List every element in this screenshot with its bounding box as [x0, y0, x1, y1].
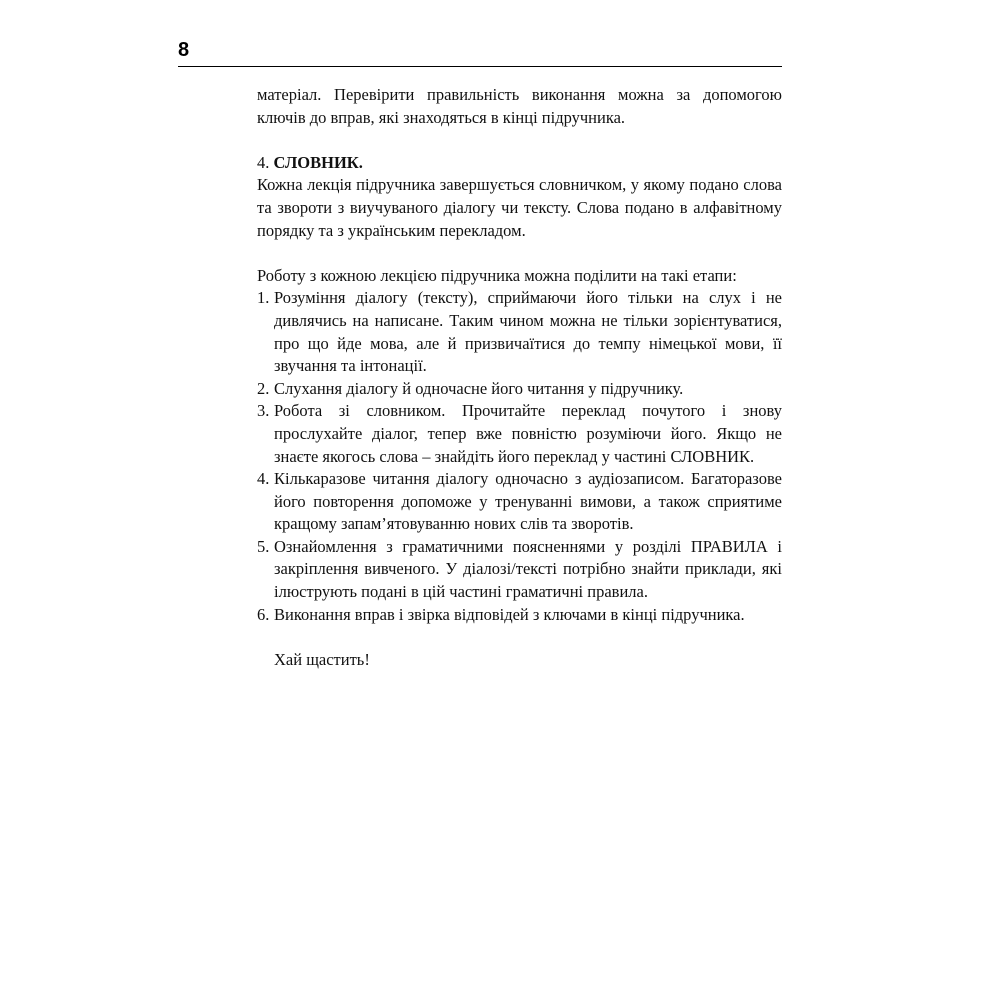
- stages-list: [257, 287, 782, 626]
- closing-line: Хай щастить!: [274, 649, 370, 669]
- stage-text: Слухання діалогу й одночасне його читання у підручнику.: [274, 378, 684, 398]
- dictionary-section-body: Кожна лекція підручника завершується словничком, у якому подано слова та звороти з виучуваного діалогу чи тексту. Слова подано в алфавітному порядку та з українським перекладом.: [257, 175, 782, 240]
- stage-text: Виконання вправ і звірка відповідей з ключами в кінці підручника.: [274, 604, 745, 624]
- paragraph-gap: [257, 626, 782, 649]
- stage-number: 1.: [257, 288, 270, 308]
- stage-number: 4.: [257, 469, 270, 489]
- header-rule: [178, 66, 782, 67]
- page-number: 8: [178, 39, 190, 61]
- stage-number: 5.: [257, 536, 270, 556]
- stage-number: 6.: [257, 604, 270, 624]
- stage-text: Кількаразове читання діалогу одночасно з аудіозаписом. Багаторазове його повторення допоможе у тренуванні вимови, а також сприятиме кращому запам’ятовуванню нових слів та зворотів.: [274, 469, 782, 534]
- dictionary-section-heading: [257, 152, 782, 175]
- stage-item: [257, 604, 782, 627]
- intro-continuation-paragraph: матеріал. Перевірити правильність виконання можна за допомогою ключів до вправ, які знаходяться в кінці підручника.: [257, 85, 782, 127]
- stage-item: [257, 536, 782, 604]
- page-body: [257, 84, 782, 671]
- section-title: СЛОВНИК.: [273, 152, 363, 172]
- stages-intro: Роботу з кожною лекцією підручника можна поділити на такі етапи:: [257, 265, 737, 285]
- stage-item: [257, 468, 782, 536]
- section-number: 4.: [257, 152, 270, 172]
- stage-text: Розуміння діалогу (тексту), сприймаючи його тільки на слух і не дивлячись на написане. Таким чином можна не тільки зорієнтуватися, про що йде мова, але й призвичаїтися до темпу німецької мови, її звучання та інтонації.: [274, 288, 782, 376]
- stage-item: [257, 378, 782, 401]
- stage-number: 3.: [257, 401, 270, 421]
- paragraph-gap: [257, 242, 782, 265]
- paragraph-gap: [257, 129, 782, 152]
- stage-text: Робота зі словником. Прочитайте переклад почутого і знову прослухайте діалог, тепер вже повністю розуміючи його. Якщо не знаєте якогось слова – знайдіть його переклад у частині СЛОВНИК.: [274, 401, 782, 466]
- stage-item: [257, 400, 782, 468]
- stage-number: 2.: [257, 378, 270, 398]
- stage-item: [257, 287, 782, 377]
- stage-text: Ознайомлення з граматичними поясненнями у розділі ПРАВИЛА і закріплення вивченого. У діалозі/тексті потрібно знайти приклади, які ілюструють подані в цій частині граматичні правила.: [274, 536, 782, 602]
